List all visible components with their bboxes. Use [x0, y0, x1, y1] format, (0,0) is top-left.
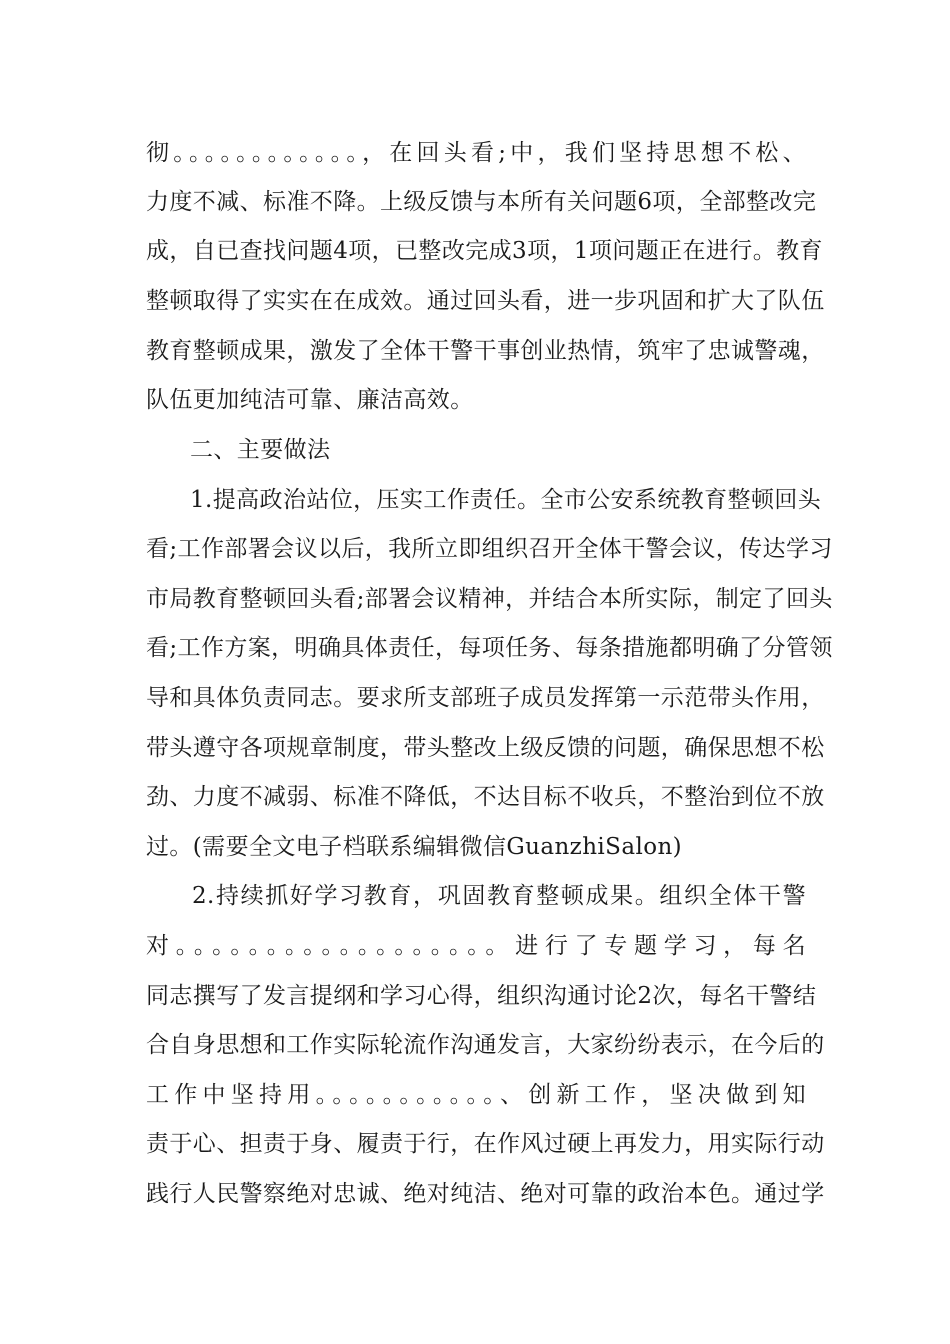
body-text-line: 带头遵守各项规章制度，带头整改上级反馈的问题，确保思想不松	[146, 735, 825, 761]
body-text-line: 导和具体负责同志。要求所支部班子成员发挥第一示范带头作用，	[146, 685, 825, 711]
body-text-line: 市局教育整顿回头看;部署会议精神，并结合本所实际，制定了回头	[146, 586, 833, 612]
body-text-line: 看;工作部署会议以后，我所立即组织召开全体干警会议，传达学习	[146, 536, 833, 562]
body-text-line: 整顿取得了实实在在成效。通过回头看，进一步巩固和扩大了队伍	[146, 288, 825, 314]
body-text-line: 工作中坚持用。。。。。。。。。。。、创新工作，坚决做到知	[146, 1082, 806, 1108]
section-heading: 二、主要做法	[190, 437, 331, 463]
body-text-line: 教育整顿成果，激发了全体干警干事创业热情，筑牢了忠诚警魂，	[146, 338, 825, 364]
body-text-line: 彻。。。。。。。。。。。。，在回头看;中，我们坚持思想不松、	[146, 140, 806, 166]
body-text-line: 同志撰写了发言提纲和学习心得，组织沟通讨论2次，每名干警结	[146, 983, 817, 1009]
body-text-line: 队伍更加纯洁可靠、廉洁高效。	[146, 387, 474, 413]
body-text-line: 成，自已查找问题4项，已整改完成3项，1项问题正在进行。教育	[146, 238, 823, 264]
paragraph-heading-line: 2.持续抓好学习教育，巩固教育整顿成果。组织全体干警	[192, 883, 806, 909]
body-text-line: 力度不减、标准不降。上级反馈与本所有关问题6项，全部整改完	[146, 189, 817, 215]
body-text-line: 看;工作方案，明确具体责任，每项任务、每条措施都明确了分管领	[146, 635, 833, 661]
body-text-line: 责于心、担责于身、履责于行，在作风过硬上再发力，用实际行动	[146, 1131, 825, 1157]
body-text-line: 践行人民警察绝对忠诚、绝对纯洁、绝对可靠的政治本色。通过学	[146, 1181, 825, 1207]
body-text-line: 对。。。。。。。。。。。。。。。。。。进行了专题学习，每名	[146, 933, 806, 959]
body-text-line: 合自身思想和工作实际轮流作沟通发言，大家纷纷表示，在今后的	[146, 1032, 825, 1058]
body-text-line: 劲、力度不减弱、标准不降低，不达目标不收兵，不整治到位不放	[146, 784, 825, 810]
paragraph-heading-line: 1.提高政治站位，压实工作责任。全市公安系统教育整顿回头	[190, 487, 822, 513]
body-text-line: 过。(需要全文电子档联系编辑微信GuanzhiSalon)	[146, 834, 683, 860]
